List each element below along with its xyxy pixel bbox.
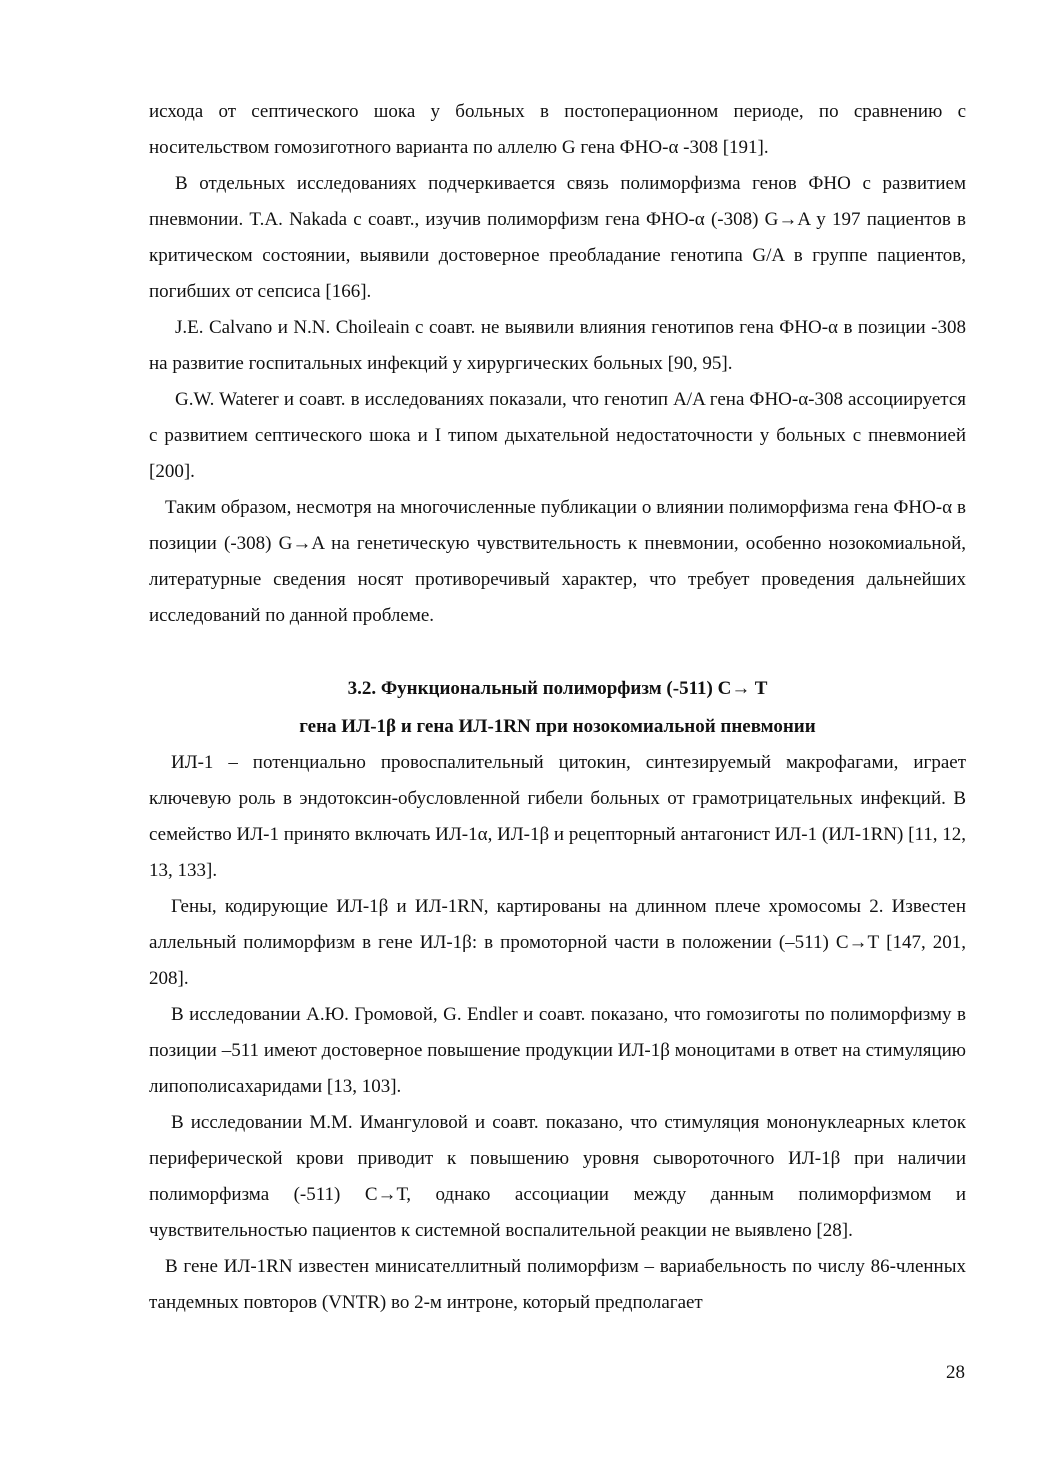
paragraph-pneumonia-association: В отдельных исследованиях подчеркивается связь полиморфизма генов ФНО с развитием пневмонии. T.A. Nakada с соавт., изучив полиморфизм гена ФНО-α (-308) G→A у 197 пациентов в критическом состоянии, выявили достоверное преобладание генотипа G/A в группе пациентов, погибших от сепсиса [166]. [149,173,966,302]
paragraph-imangulova-study: В исследовании М.М. Имангуловой и соавт. показано, что стимуляция мононуклеарных клеток периферической крови приводит к повышению уровня сывороточного ИЛ-1β при наличии полиморфизма (-511) С→Т, однако ассоциации между данным полиморфизмом и чувствительностью пациентов к системной воспалительной реакции не выявлено [28]. [149,1112,966,1241]
paragraph-il1-genes: Гены, кодирующие ИЛ-1β и ИЛ-1RN, картированы на длинном плече хромосомы 2. Известен аллельный полиморфизм в гене ИЛ-1β: в промоторной части в положении (–511) С→Т [147, 201, 208]. [149,896,966,989]
paragraph-il1rn-polymorphism: В гене ИЛ-1RN известен минисателлитный полиморфизм – вариабельность по числу 86-членных тандемных повторов (VNTR) во 2-м интроне, который предполагает [149,1256,966,1313]
paragraph-conclusion: Таким образом, несмотря на многочисленные публикации о влиянии полиморфизма гена ФНО-α в позиции (-308) G→A на генетическую чувствительность к пневмонии, особенно нозокомиальной, литературные сведения носят противоречивый характер, что требует проведения дальнейших исследований по данной проблеме. [149,497,966,626]
page-number: 28 [946,1362,965,1383]
paragraph-il1-cytokine: ИЛ-1 – потенциально провоспалительный цитокин, синтезируемый макрофагами, играет ключевую роль в эндотоксин-обусловленной гибели больных от грамотрицательных инфекций. В семейство ИЛ-1 принято включать ИЛ-1α, ИЛ-1β и рецепторный антагонист ИЛ-1 (ИЛ-1RN) [11, 12, 13, 133]. [149,752,966,881]
section-heading-line-1: 3.2. Функциональный полиморфизм (-511) C→ T [347,678,768,699]
paragraph-waterer-study: G.W. Waterer и соавт. в исследованиях показали, что генотип A/A гена ФНО-α-308 ассоциируется с развитием септического шока и I типом дыхательной недостаточности у больных с пневмонией [200]. [149,389,966,482]
section-heading-line-2: гена ИЛ-1β и гена ИЛ-1RN при нозокомиальной пневмонии [299,716,816,737]
paragraph-septic-shock-outcome: исхода от септического шока у больных в постоперационном периоде, по сравнению с носительством гомозиготного варианта по аллелю G гена ФНО-α -308 [191]. [149,101,966,158]
paragraph-calvano-study: J.E. Calvano и N.N. Choileain с соавт. не выявили влияния генотипов гена ФНО-α в позиции -308 на развитие госпитальных инфекций у хирургических больных [90, 95]. [149,317,966,374]
paragraph-gromova-study: В исследовании А.Ю. Громовой, G. Endler и соавт. показано, что гомозиготы по полиморфизму в позиции –511 имеют достоверное повышение продукции ИЛ-1β моноцитами в ответ на стимуляцию липополисахаридами [13, 103]. [149,1004,966,1097]
